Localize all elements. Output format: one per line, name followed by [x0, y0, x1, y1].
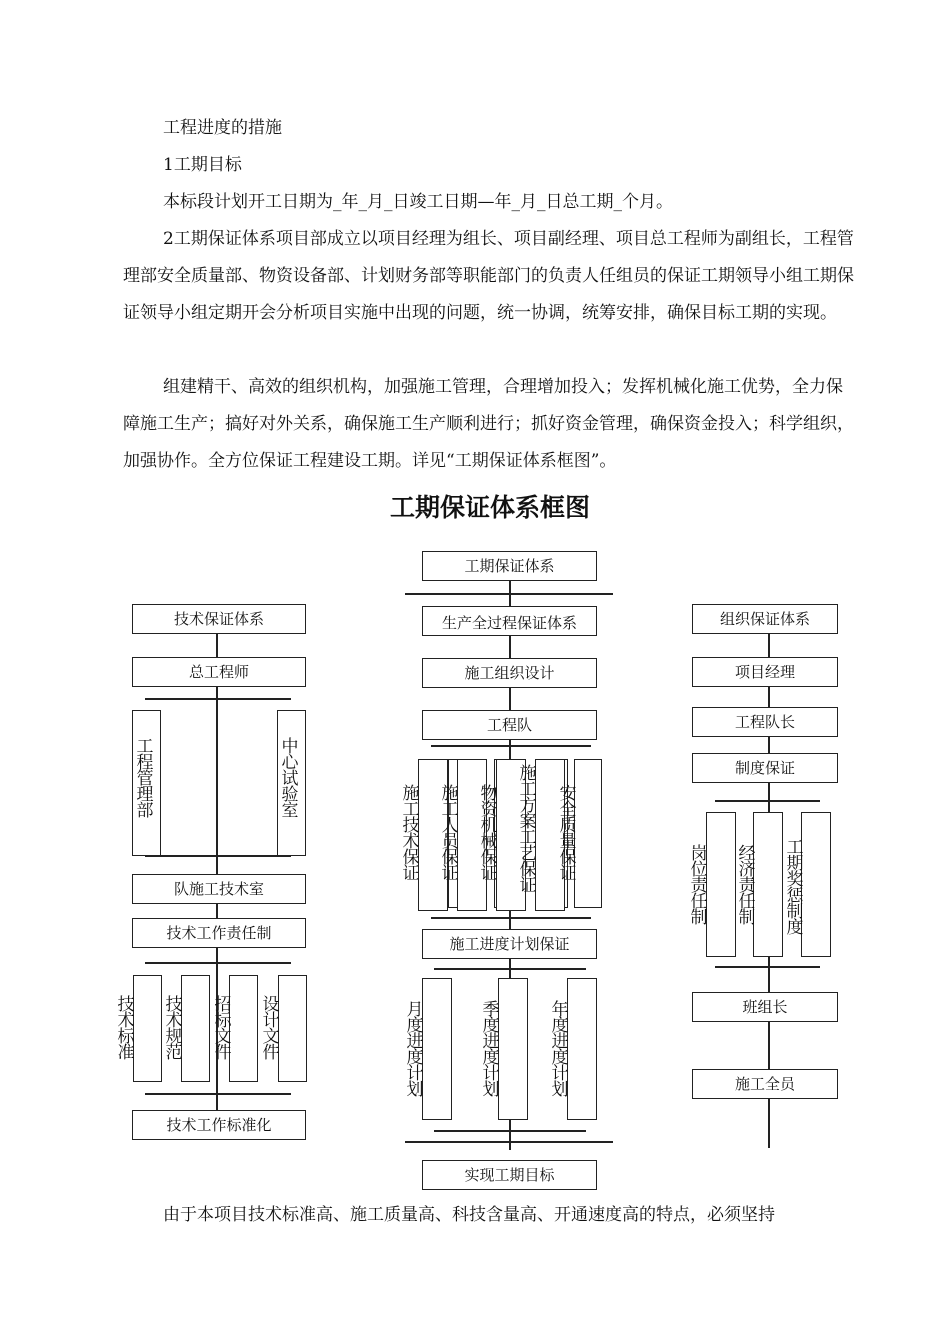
section-heading: 工程进度的措施 [163, 118, 282, 138]
node-post-responsibility [706, 812, 736, 957]
label-annual-plan: 年度进度计划 [551, 1000, 569, 1100]
node-achieve-goal: 实现工期目标 [422, 1160, 597, 1190]
label-reward-penalty: 工期奖惩制度 [786, 838, 804, 938]
node-tech-room: 队施工技术室 [132, 874, 306, 904]
node-test-center: 中心试验室 [277, 710, 306, 856]
node-production-system: 生产全过程保证体系 [422, 606, 597, 636]
node-tech-responsibility: 技术工作责任制 [132, 918, 306, 948]
node-quarterly-plan [498, 978, 528, 1120]
diagram-title: 工期保证体系框图 [389, 493, 590, 522]
label-design-docs: 设计文件 [262, 995, 280, 1063]
node-annual-plan [567, 978, 597, 1120]
label-tech-guarantee: 施工技术保证 [402, 784, 420, 884]
paragraph-schedule: 本标段计划开工日期为_年_月_日竣工日期—年_月_日总工期_个月。 [163, 192, 673, 212]
node-project-manager: 项目经理 [692, 657, 838, 687]
node-tech-spec [181, 975, 210, 1082]
node-system-guarantee: 制度保证 [692, 753, 838, 783]
node-design-docs [278, 975, 307, 1082]
node-construction-design: 施工组织设计 [422, 658, 597, 688]
label-economic-responsibility: 经济责任制 [738, 844, 756, 928]
node-engineering-dept: 工程管理部 [132, 710, 161, 856]
paragraph-guarantee-system: 2工期保证体系项目部成立以项目经理为组长、项目副经理、项目总工程师为副组长，工程管理部安全质量部、物资设备部、计划财务部等职能部门的负责人任组员的保证工期领导小组工期保证领导小组定期开会分析项目实施中出现的问题，统一协调，统筹安排，确保目标工期的实现。 [123, 229, 854, 323]
label-monthly-plan: 月度进度计划 [406, 1000, 424, 1100]
node-tech-standard [133, 975, 162, 1082]
node-tender-docs [229, 975, 258, 1082]
node-engineering-team: 工程队 [422, 710, 597, 740]
label-post-responsibility: 岗位责任制 [690, 844, 708, 928]
node-org-system: 组织保证体系 [692, 604, 838, 634]
node-monthly-plan [422, 978, 452, 1120]
paragraph-footer: 由于本项目技术标准高、施工质量高、科技含量高、开通速度高的特点，必须坚持 [163, 1205, 775, 1225]
node-period-system: 工期保证体系 [422, 551, 597, 581]
node-tech-system: 技术保证体系 [132, 604, 306, 634]
label-tech-spec: 技术规范 [165, 995, 183, 1063]
node-all-staff: 施工全员 [692, 1069, 838, 1099]
paragraph-organization: 组建精干、高效的组织机构，加强施工管理，合理增加投入；发挥机械化施工优势，全力保障施工生产；搞好对外关系，确保施工生产顺利进行；抓好资金管理，确保资金投入；科学组织，加强协作。全方位保证工程建设工期。详见“工期保证体系框图”。 [123, 377, 854, 471]
node-chief-engineer: 总工程师 [132, 657, 306, 687]
sub-heading: 1工期目标 [163, 155, 242, 175]
node-economic-responsibility [753, 812, 783, 957]
node-group-leader: 班组长 [692, 992, 838, 1022]
node-team-leader: 工程队长 [692, 707, 838, 737]
label-tech-standard: 技术标准 [117, 995, 135, 1063]
node-tech-standardization: 技术工作标准化 [132, 1110, 306, 1140]
label-tender-docs: 招标文件 [214, 995, 232, 1063]
label-material-guarantee: 物资机械保证 [480, 784, 498, 884]
node-reward-penalty [801, 812, 831, 957]
node-schedule-guarantee: 施工进度计划保证 [422, 929, 597, 959]
label-quarterly-plan: 季度进度计划 [482, 1000, 500, 1100]
label-staff-guarantee: 施工人员保证 [441, 784, 459, 884]
label-process-guarantee: 施工方案工艺保证 [519, 764, 537, 896]
label-safety-guarantee: 安全质量保证 [559, 784, 577, 884]
